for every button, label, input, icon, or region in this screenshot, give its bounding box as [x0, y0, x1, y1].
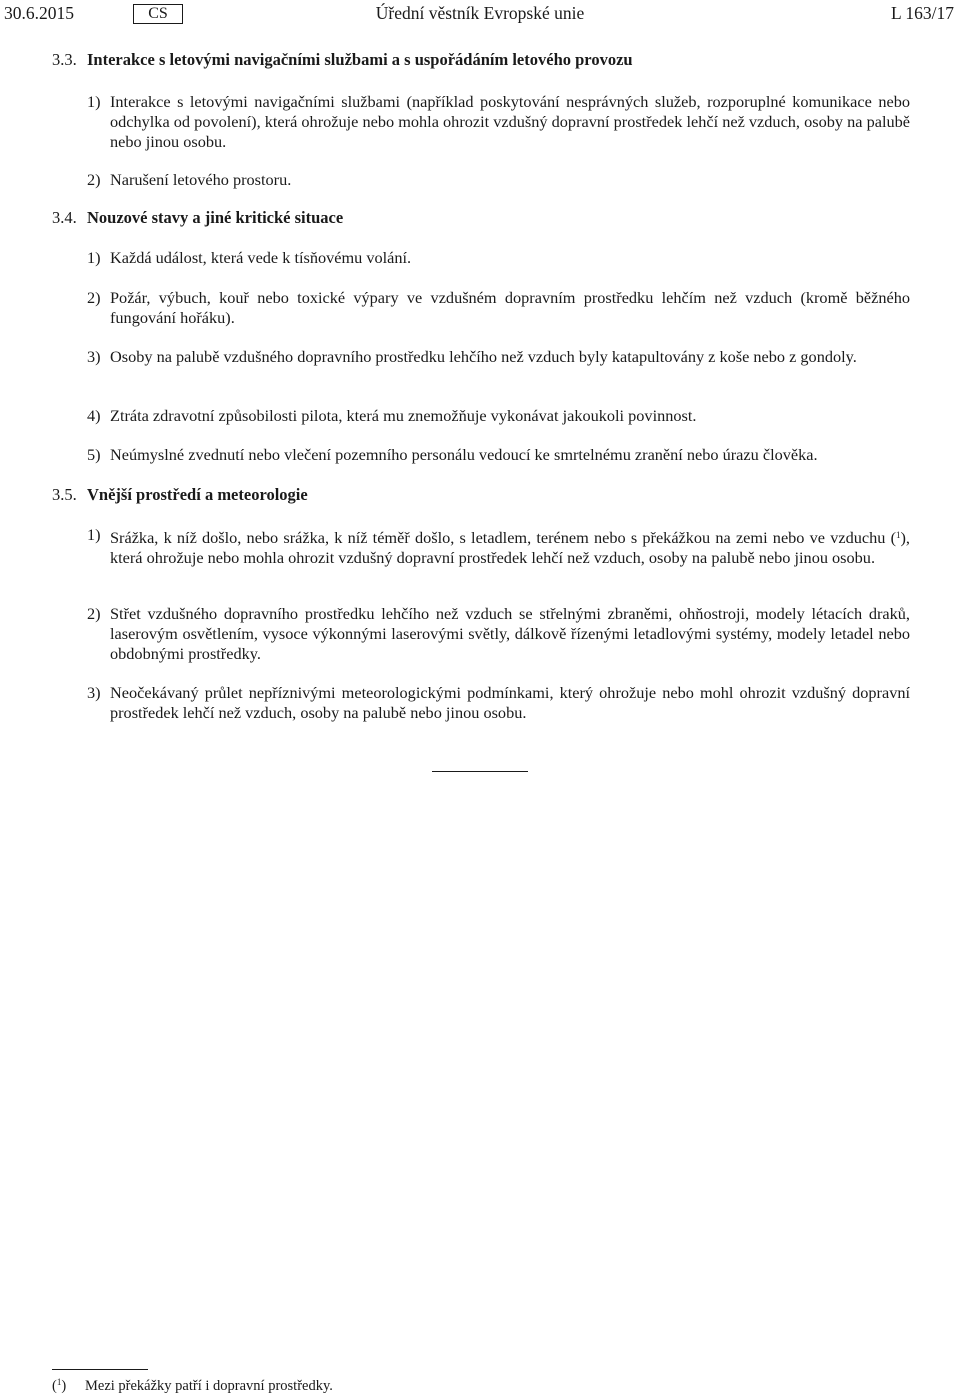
page-header: [0, 0, 960, 30]
section-number: 3.4.: [52, 208, 77, 227]
page-reference: L 163/17: [890, 3, 954, 23]
section-number: 3.5.: [52, 485, 77, 504]
list-item: [87, 347, 910, 367]
footnote-paren-open: (: [52, 1378, 57, 1394]
item-text-part: Srážka, k níž došlo, nebo srážka, k níž téměř došlo, s letadlem, terénem nebo s překážkou na zemi nebo ve vzduchu (: [110, 528, 896, 547]
item-text: Narušení letového prostoru.: [110, 170, 292, 189]
item-text: Neočekávaný průlet nepříznivými meteorologickými podmínkami, který ohrožuje nebo mohl ohrozit vzdušný dopravní prostředek lehčí než vzduch, osoby na palubě nebo jinou osobu.: [110, 683, 910, 722]
list-item: [87, 604, 910, 664]
list-item: [87, 170, 910, 190]
item-text: Požár, výbuch, kouř nebo toxické výpary ve vzdušném dopravním prostředku lehčím než vzduch (kromě běžného fungování hořáku).: [110, 288, 910, 327]
item-number: 2): [87, 604, 101, 623]
list-item: [87, 406, 910, 426]
language-badge: CS: [133, 4, 183, 24]
item-number: 5): [87, 445, 101, 464]
item-text: [110, 525, 910, 568]
journal-title: Úřední věstník Evropské unie: [375, 3, 585, 23]
item-number: 3): [87, 683, 101, 702]
item-number: 3): [87, 347, 101, 366]
item-number: 1): [87, 525, 101, 544]
section-title: Nouzové stavy a jiné kritické situace: [87, 208, 344, 227]
item-text-part: ), která ohrožuje nebo mohla ohrozit vzdušný dopravní prostředek lehčí než vzduch, osoby na palubě nebo jinou osobu.: [110, 528, 910, 567]
item-number: 2): [87, 170, 101, 189]
publication-date: 30.6.2015: [4, 3, 74, 23]
list-item: [87, 525, 910, 568]
footnote-text: Mezi překážky patří i dopravní prostředky.: [85, 1378, 333, 1394]
item-number: 1): [87, 92, 101, 111]
section-title: Vnější prostředí a meteorologie: [87, 485, 308, 504]
item-text: Interakce s letovými navigačními službami (například poskytování nesprávných služeb, rozporuplné komunikace nebo odchylka od povolení), která ohrožuje nebo mohla ohrozit vzdušný dopravní prostředek lehčí než vzduch, osoby na palubě nebo jinou osobu.: [110, 92, 910, 151]
item-text: Ztráta zdravotní způsobilosti pilota, která mu znemožňuje vykonávat jakoukoli povinnost.: [110, 406, 697, 425]
section-number: 3.3.: [52, 50, 77, 69]
section-title: Interakce s letovými navigačními službami a s uspořádáním letového provozu: [87, 50, 633, 69]
footnote-mark: [52, 1377, 85, 1395]
item-number: 2): [87, 288, 101, 307]
footnote-paren-close: ): [61, 1378, 67, 1394]
item-text: Neúmyslné zvednutí nebo vlečení pozemního personálu vedoucí ke smrtelnému zranění nebo úrazu člověka.: [110, 445, 818, 464]
footnote-separator: [52, 1369, 148, 1370]
footnote-number: 1: [56, 1377, 62, 1387]
footnote-reference: 1: [896, 530, 901, 540]
item-number: 4): [87, 406, 101, 425]
end-of-text-rule: [432, 771, 528, 772]
section-heading-3-3: [52, 50, 633, 70]
list-item: [87, 288, 910, 328]
footnote: [52, 1377, 333, 1395]
item-text: Každá událost, která vede k tísňovému volání.: [110, 248, 412, 267]
section-heading-3-4: [52, 208, 343, 228]
list-item: [87, 92, 910, 152]
list-item: [87, 445, 910, 465]
item-text: Střet vzdušného dopravního prostředku lehčího než vzduch se střelnými zbraněmi, ohňostroji, modely létacích draků, laserovým osvětlením, vysoce výkonnými laserovými světly, dálkově řízenými letadlovými systémy, modely letadel nebo obdobnými prostředky.: [110, 604, 910, 663]
list-item: [87, 248, 910, 268]
list-item: [87, 683, 910, 723]
item-text: Osoby na palubě vzdušného dopravního prostředku lehčího než vzduch byly katapultovány z koše nebo z gondoly.: [110, 347, 857, 366]
section-heading-3-5: [52, 485, 308, 505]
item-number: 1): [87, 248, 101, 267]
